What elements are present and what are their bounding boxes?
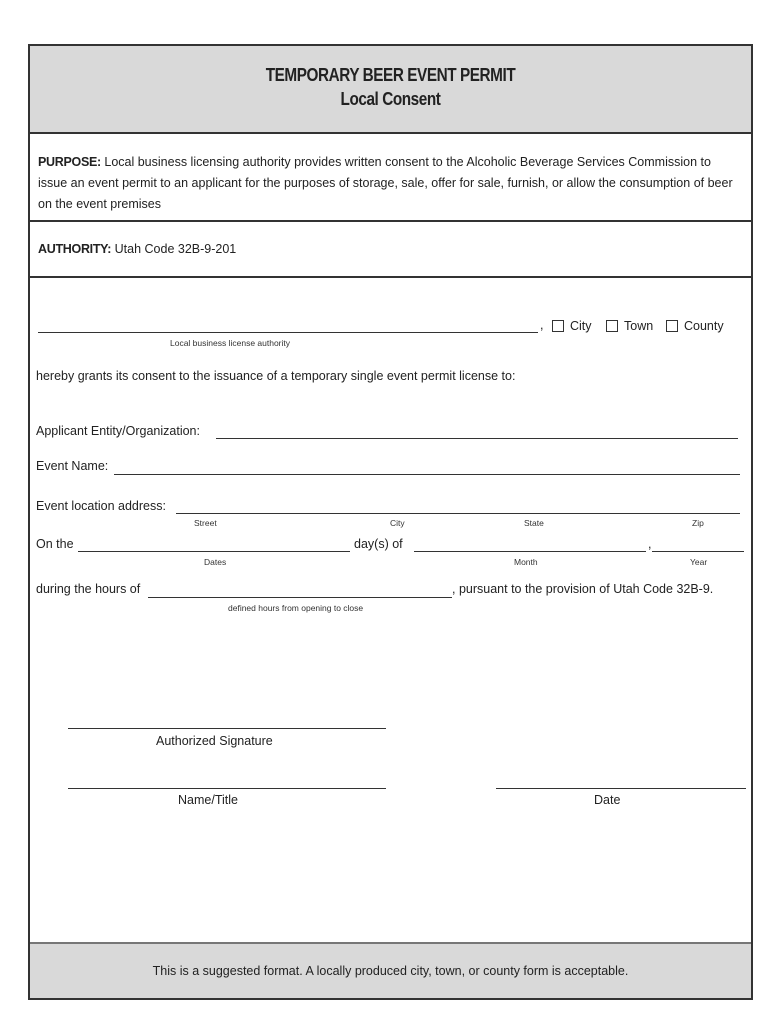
location-caption-city: City xyxy=(390,518,405,528)
applicant-field[interactable] xyxy=(216,438,738,439)
license-authority-caption: Local business license authority xyxy=(170,338,291,348)
hours-suffix: , pursuant to the provision of Utah Code 32B-9. xyxy=(452,582,714,596)
town-option-label: Town xyxy=(624,319,654,333)
purpose-section xyxy=(30,134,751,222)
location-caption-street: Street xyxy=(194,518,217,528)
license-authority-comma: , xyxy=(540,318,544,332)
town-checkbox[interactable] xyxy=(606,320,618,332)
authorized-signature-label: Authorized Signature xyxy=(156,734,273,748)
authorized-signature-field[interactable] xyxy=(68,728,386,729)
event-location-field[interactable] xyxy=(176,513,740,514)
days-of-label: day(s) of xyxy=(354,537,403,551)
form-header xyxy=(30,46,751,134)
form-title: TEMPORARY BEER EVENT PERMIT xyxy=(265,65,516,85)
on-the-label: On the xyxy=(36,537,74,551)
form-subtitle: Local Consent xyxy=(340,89,441,109)
purpose-label: PURPOSE: xyxy=(38,155,101,169)
authority-text: Utah Code 32B-9-201 xyxy=(114,242,237,256)
name-title-label: Name/Title xyxy=(178,793,238,807)
date-comma: , xyxy=(648,537,652,551)
date-signature-label: Date xyxy=(594,793,621,807)
hours-caption: defined hours from opening to close xyxy=(228,603,364,613)
hours-field[interactable] xyxy=(148,597,452,598)
year-field[interactable] xyxy=(652,551,744,552)
date-caption-month: Month xyxy=(514,557,538,567)
purpose-text: Local business licensing authority provides written consent to the Alcoholic Beverage Services Commission to issue an event permit to an applicant for the purposes of storage, sale, offer for sale, furnish, or allow the consumption of beer on the event premises xyxy=(38,155,733,211)
event-location-label: Event location address: xyxy=(36,499,166,513)
authority-label: AUTHORITY: xyxy=(38,242,112,256)
license-authority-field[interactable] xyxy=(38,332,538,333)
event-name-label: Event Name: xyxy=(36,459,109,473)
authority-section xyxy=(30,222,751,278)
hours-label: during the hours of xyxy=(36,582,141,596)
dates-field[interactable] xyxy=(78,551,350,552)
grant-statement: hereby grants its consent to the issuance of a temporary single event permit license to: xyxy=(36,369,516,383)
permit-form xyxy=(28,44,753,1000)
applicant-label: Applicant Entity/Organization: xyxy=(36,424,200,438)
name-title-field[interactable] xyxy=(68,788,386,789)
footer-note: This is a suggested format. A locally produced city, town, or county form is acceptable. xyxy=(152,964,629,978)
city-checkbox[interactable] xyxy=(552,320,564,332)
date-signature-field[interactable] xyxy=(496,788,746,789)
form-footer xyxy=(30,942,751,998)
city-option-label: City xyxy=(570,319,592,333)
event-name-field[interactable] xyxy=(114,474,740,475)
county-checkbox[interactable] xyxy=(666,320,678,332)
month-field[interactable] xyxy=(414,551,646,552)
date-caption-dates: Dates xyxy=(204,557,227,567)
location-caption-state: State xyxy=(524,518,544,528)
county-option-label: County xyxy=(684,319,724,333)
location-caption-zip: Zip xyxy=(692,518,704,528)
date-caption-year: Year xyxy=(690,557,708,567)
